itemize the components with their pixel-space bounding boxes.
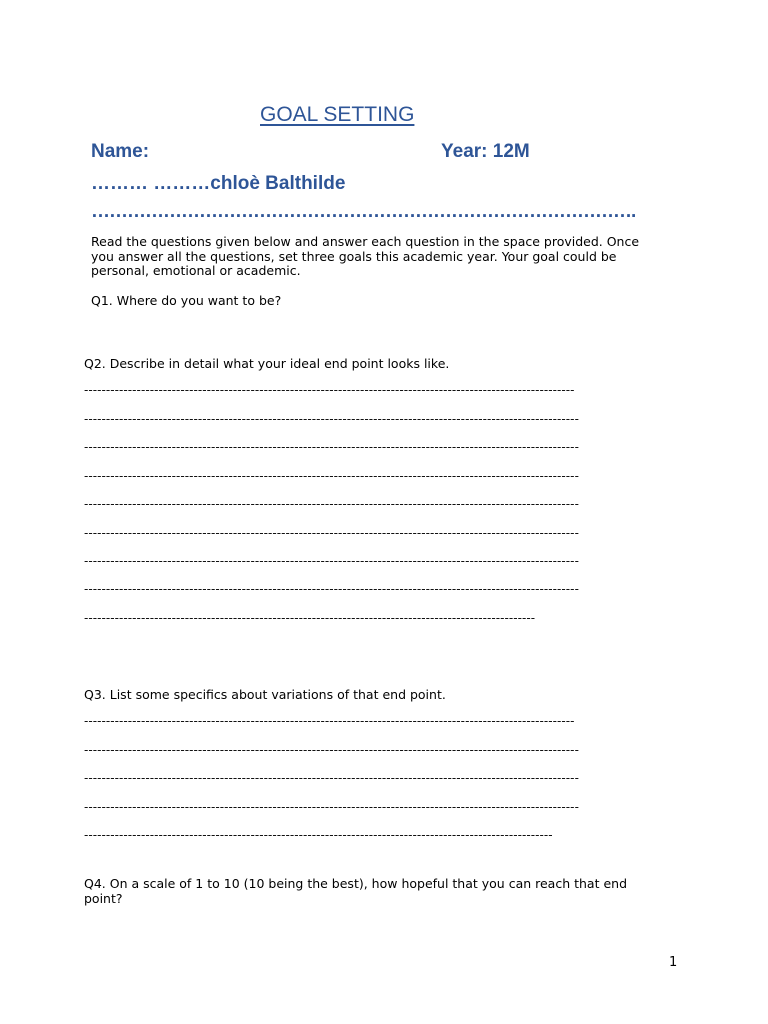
page-title: GOAL SETTING bbox=[260, 103, 415, 126]
answer-line: ----------------------------------------------------------------------------------------------------------------- bbox=[84, 412, 579, 426]
answer-line: ----------------------------------------------------------------------------------------------------------- bbox=[84, 828, 553, 842]
question-4: Q4. On a scale of 1 to 10 (10 being the best), how hopeful that you can reach that end point? bbox=[84, 876, 628, 906]
answer-line: ----------------------------------------------------------------------------------------------------------------- bbox=[84, 554, 579, 568]
question-1: Q1. Where do you want to be? bbox=[91, 293, 282, 308]
answer-line: ----------------------------------------------------------------------------------------------------------------- bbox=[84, 497, 579, 511]
answer-line: ----------------------------------------------------------------------------------------------------------------- bbox=[84, 743, 579, 757]
answer-line: ----------------------------------------------------------------------------------------------------------------- bbox=[84, 800, 579, 814]
year-label: Year: 12M bbox=[441, 141, 530, 162]
answer-line: ---------------------------------------------------------------------------------------------------------------- bbox=[84, 714, 575, 728]
question-3: Q3. List some specifics about variations of that end point. bbox=[84, 687, 446, 702]
answer-line: ----------------------------------------------------------------------------------------------------------------- bbox=[84, 469, 579, 483]
dotted-line: ………………………………………………………………………………. bbox=[91, 201, 636, 222]
answer-line: ------------------------------------------------------------------------------------------------------- bbox=[84, 611, 536, 625]
name-label: Name: bbox=[91, 141, 150, 162]
answer-line: ----------------------------------------------------------------------------------------------------------------- bbox=[84, 440, 579, 454]
answer-line: ---------------------------------------------------------------------------------------------------------------- bbox=[84, 383, 575, 397]
page-number: 1 bbox=[669, 955, 678, 970]
answer-line: ----------------------------------------------------------------------------------------------------------------- bbox=[84, 582, 579, 596]
answer-line: ----------------------------------------------------------------------------------------------------------------- bbox=[84, 526, 579, 540]
name-value: ……… ………chloè Balthilde bbox=[91, 173, 346, 194]
instructions-paragraph: Read the questions given below and answer each question in the space provided. Once you answer all the questions, set three goals this academic year. Your goal could be personal, emotional or academic. bbox=[91, 234, 640, 278]
question-2: Q2. Describe in detail what your ideal end point looks like. bbox=[84, 356, 450, 371]
answer-line: ----------------------------------------------------------------------------------------------------------------- bbox=[84, 771, 579, 785]
